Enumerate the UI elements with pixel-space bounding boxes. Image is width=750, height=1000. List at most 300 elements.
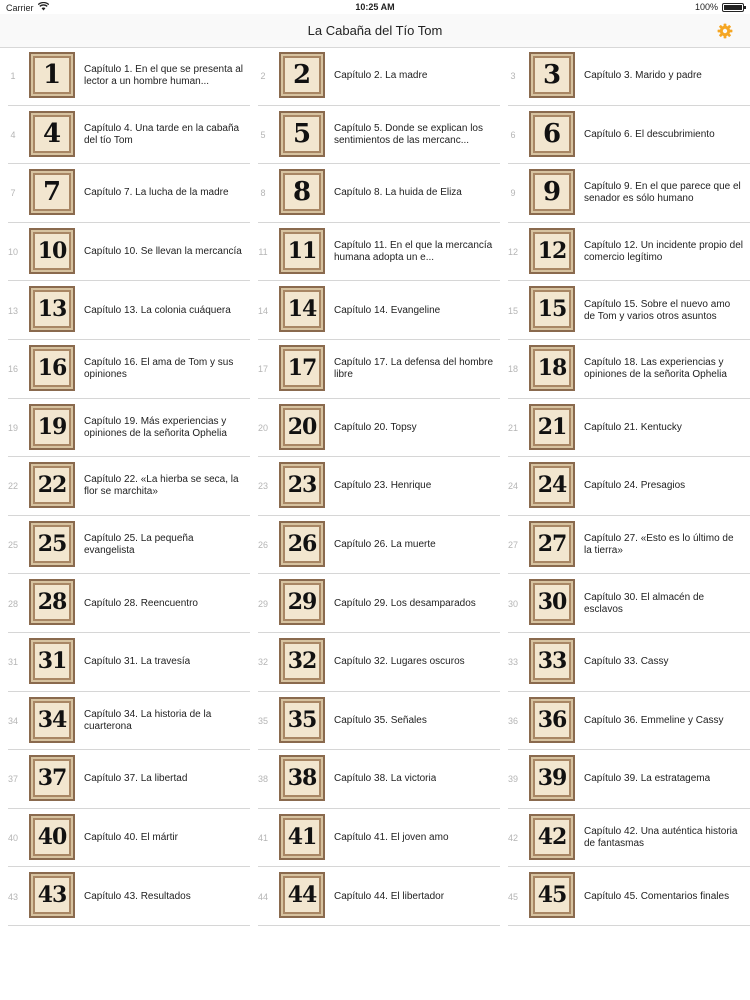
gear-icon: [717, 23, 733, 39]
chapter-item[interactable]: [0, 692, 250, 751]
chapter-title-text: Capítulo 6. El descubrimiento: [584, 128, 715, 140]
chapter-index: 25: [7, 540, 18, 551]
chapter-title-text: Capítulo 23. Henrique: [334, 480, 432, 492]
chapter-index: 21: [507, 422, 518, 433]
chapter-item[interactable]: [500, 633, 750, 692]
chapter-title: [84, 164, 244, 223]
chapter-row: [0, 457, 750, 516]
chapter-number-badge: [29, 697, 75, 743]
chapter-item[interactable]: [500, 457, 750, 516]
chapter-badge-number: 39: [537, 765, 567, 792]
chapter-badge-number: 31: [37, 647, 67, 674]
chapter-title: [84, 399, 244, 458]
chapter-badge-number: 2: [292, 60, 312, 90]
row-separator: [8, 925, 250, 926]
chapter-number-badge: [529, 579, 575, 625]
chapter-index: 7: [10, 188, 16, 199]
chapter-index: 15: [507, 305, 518, 316]
chapter-item[interactable]: [500, 809, 750, 868]
chapter-badge-number: 13: [37, 296, 67, 323]
chapter-badge-number: 42: [537, 823, 567, 850]
chapter-index: 32: [257, 657, 268, 668]
chapter-title-text: Capítulo 37. La libertad: [84, 773, 188, 785]
navigation-bar: [0, 14, 750, 48]
chapter-badge-number: 14: [287, 296, 317, 323]
chapter-item[interactable]: [250, 281, 500, 340]
chapter-index: 1: [10, 71, 16, 82]
chapter-item[interactable]: [0, 633, 250, 692]
chapter-title-text: Capítulo 39. La estratagema: [584, 773, 711, 785]
chapter-title-text: Capítulo 20. Topsy: [334, 421, 417, 433]
chapter-title: [584, 692, 744, 751]
chapter-badge-number: 29: [287, 589, 317, 616]
carrier-label: Carrier: [6, 2, 34, 13]
chapter-number-badge: [279, 111, 325, 157]
chapter-item[interactable]: [0, 809, 250, 868]
chapter-title: [584, 457, 744, 516]
chapter-title: [334, 106, 494, 165]
chapter-index: 10: [7, 247, 18, 258]
chapter-number-badge: [529, 345, 575, 391]
battery-fill: [724, 5, 742, 10]
chapter-row: [0, 750, 750, 809]
chapter-number-badge: [529, 638, 575, 684]
chapter-title-text: Capítulo 14. Evangeline: [334, 304, 441, 316]
chapter-item[interactable]: [0, 750, 250, 809]
chapter-item[interactable]: [250, 457, 500, 516]
chapter-item[interactable]: [500, 750, 750, 809]
chapter-index: 37: [7, 774, 18, 785]
chapter-badge-number: 27: [537, 530, 567, 557]
chapter-index: 19: [7, 422, 18, 433]
chapter-title: [584, 750, 744, 809]
chapter-title: [334, 164, 494, 223]
chapter-row: [0, 692, 750, 751]
chapter-badge-number: 41: [287, 823, 317, 850]
chapter-badge-number: 10: [37, 237, 67, 264]
chapter-row: [0, 809, 750, 868]
chapter-title-text: Capítulo 44. El libertador: [334, 890, 445, 902]
chapter-index: 16: [7, 364, 18, 375]
chapter-title-text: Capítulo 22. «La hierba se seca, la flor se marchita»: [84, 474, 239, 498]
chapter-title: [584, 809, 744, 868]
chapter-title-text: Capítulo 10. Se llevan la mercancía: [84, 246, 242, 258]
chapter-title-text: Capítulo 2. La madre: [334, 70, 428, 82]
chapter-title-text: Capítulo 21. Kentucky: [584, 421, 682, 433]
chapter-badge-number: 45: [537, 882, 567, 909]
chapter-index: 8: [260, 188, 266, 199]
chapter-title-text: Capítulo 30. El almacén de esclavos: [584, 591, 705, 615]
chapter-title-text: Capítulo 35. Señales: [334, 714, 427, 726]
chapter-badge-number: 16: [37, 354, 67, 381]
chapter-title: [584, 867, 744, 926]
chapter-title: [584, 106, 744, 165]
chapter-item[interactable]: [0, 574, 250, 633]
chapter-title-text: Capítulo 5. Donde se explican los sentimientos de las mercanc...: [334, 122, 483, 146]
chapter-item[interactable]: [0, 164, 250, 223]
chapter-badge-number: 23: [287, 472, 317, 499]
chapter-item[interactable]: [250, 633, 500, 692]
chapter-title-text: Capítulo 33. Cassy: [584, 656, 669, 668]
chapter-title-text: Capítulo 9. En el que parece que el senador es sólo humano: [584, 181, 741, 205]
chapter-item[interactable]: [500, 340, 750, 399]
chapter-title: [84, 867, 244, 926]
chapter-number-badge: [279, 286, 325, 332]
chapter-title: [84, 692, 244, 751]
chapter-index: 2: [260, 71, 266, 82]
chapter-number-badge: [29, 52, 75, 98]
chapter-title: [334, 750, 494, 809]
chapter-index: 12: [507, 247, 518, 258]
chapter-title-text: Capítulo 24. Presagios: [584, 480, 686, 492]
chapter-index: 22: [7, 481, 18, 492]
chapter-number-badge: [29, 404, 75, 450]
chapter-number-badge: [279, 579, 325, 625]
chapter-item[interactable]: [250, 867, 500, 926]
chapter-number-badge: [529, 872, 575, 918]
chapter-title: [84, 750, 244, 809]
chapter-badge-number: 33: [537, 647, 567, 674]
chapter-title: [334, 457, 494, 516]
chapter-index: 29: [257, 598, 268, 609]
chapter-title: [84, 516, 244, 575]
chapter-badge-number: 40: [37, 823, 67, 850]
chapter-item[interactable]: [500, 516, 750, 575]
chapter-index: 9: [510, 188, 516, 199]
chapter-number-badge: [279, 404, 325, 450]
chapter-badge-number: 26: [287, 530, 317, 557]
chapter-index: 27: [507, 540, 518, 551]
chapter-index: 14: [257, 305, 268, 316]
chapter-title: [334, 516, 494, 575]
chapter-number-badge: [279, 638, 325, 684]
chapter-title: [334, 281, 494, 340]
chapter-number-badge: [29, 755, 75, 801]
status-right: [695, 2, 744, 12]
chapter-badge-number: 24: [537, 472, 567, 499]
chapter-number-badge: [29, 638, 75, 684]
chapter-number-badge: [29, 111, 75, 157]
chapter-badge-number: 1: [42, 60, 62, 90]
chapter-title: [84, 47, 244, 106]
battery-icon: [722, 3, 744, 12]
chapter-item[interactable]: [500, 106, 750, 165]
chapter-number-badge: [29, 286, 75, 332]
chapter-item[interactable]: [250, 223, 500, 282]
chapter-index: 18: [507, 364, 518, 375]
chapter-title-text: Capítulo 34. La historia de la cuarterona: [84, 708, 212, 732]
chapter-badge-number: 21: [537, 413, 567, 440]
chapter-index: 40: [7, 833, 18, 844]
chapter-number-badge: [529, 228, 575, 274]
chapter-item[interactable]: [250, 692, 500, 751]
chapter-title-text: Capítulo 12. Un incidente propio del comercio legítimo: [584, 240, 743, 264]
chapter-badge-number: 20: [287, 413, 317, 440]
chapter-item[interactable]: [0, 106, 250, 165]
chapter-title: [84, 106, 244, 165]
chapter-item[interactable]: [500, 867, 750, 926]
chapter-row: [0, 164, 750, 223]
chapter-row: [0, 223, 750, 282]
chapter-title-text: Capítulo 40. El mártir: [84, 832, 178, 844]
chapter-number-badge: [529, 52, 575, 98]
row-separator: [508, 925, 750, 926]
chapter-item[interactable]: [250, 574, 500, 633]
chapter-badge-number: 37: [37, 765, 67, 792]
chapter-title: [584, 574, 744, 633]
chapter-badge-number: 15: [537, 296, 567, 323]
chapter-title-text: Capítulo 8. La huida de Eliza: [334, 187, 462, 199]
chapter-index: 13: [7, 305, 18, 316]
chapter-number-badge: [279, 52, 325, 98]
chapter-row: [0, 867, 750, 926]
chapter-index: 6: [510, 129, 516, 140]
chapter-item[interactable]: [0, 340, 250, 399]
chapter-title-text: Capítulo 16. El ama de Tom y sus opiniones: [84, 357, 234, 381]
chapter-number-badge: [529, 814, 575, 860]
chapter-title-text: Capítulo 19. Más experiencias y opiniones de la señorita Ophelia: [84, 415, 227, 439]
row-separator: [258, 925, 500, 926]
chapter-title-text: Capítulo 15. Sobre el nuevo amo de Tom y varios otros asuntos: [584, 298, 731, 322]
chapter-title: [584, 340, 744, 399]
chapter-number-badge: [529, 169, 575, 215]
chapter-number-badge: [29, 228, 75, 274]
chapter-badge-number: 4: [42, 118, 62, 149]
chapter-title-text: Capítulo 3. Marido y padre: [584, 70, 702, 82]
chapter-badge-number: 34: [37, 706, 67, 733]
chapter-title: [84, 633, 244, 692]
chapter-number-badge: [279, 169, 325, 215]
chapter-title-text: Capítulo 36. Emmeline y Cassy: [584, 714, 724, 726]
chapter-number-badge: [29, 462, 75, 508]
chapter-title: [84, 809, 244, 868]
chapter-item[interactable]: [0, 457, 250, 516]
chapter-title-text: Capítulo 43. Resultados: [84, 890, 191, 902]
chapter-item[interactable]: [500, 223, 750, 282]
chapter-number-badge: [29, 345, 75, 391]
chapter-number-badge: [279, 814, 325, 860]
chapter-title: [584, 633, 744, 692]
chapter-title-text: Capítulo 31. La travesía: [84, 656, 191, 668]
chapter-index: 38: [257, 774, 268, 785]
chapter-title: [334, 867, 494, 926]
chapter-number-badge: [279, 345, 325, 391]
chapter-row: [0, 340, 750, 399]
chapter-index: 3: [510, 71, 516, 82]
chapter-number-badge: [279, 462, 325, 508]
chapter-badge-number: 25: [37, 530, 67, 557]
chapter-number-badge: [29, 169, 75, 215]
chapter-title-text: Capítulo 45. Comentarios finales: [584, 890, 730, 902]
chapter-index: 26: [257, 540, 268, 551]
chapter-number-badge: [29, 814, 75, 860]
chapter-row: [0, 399, 750, 458]
chapter-title-text: Capítulo 17. La defensa del hombre libre: [334, 357, 493, 381]
chapter-badge-number: 32: [287, 647, 317, 674]
settings-button[interactable]: [714, 20, 736, 42]
chapter-title: [334, 692, 494, 751]
chapter-number-badge: [279, 521, 325, 567]
chapter-badge-number: 6: [542, 118, 562, 149]
chapter-title: [584, 164, 744, 223]
chapter-title: [334, 223, 494, 282]
chapter-title-text: Capítulo 27. «Esto es lo último de la tierra»: [584, 533, 734, 557]
chapter-badge-number: 3: [542, 60, 562, 90]
chapter-item[interactable]: [500, 574, 750, 633]
chapter-title: [334, 633, 494, 692]
chapter-title-text: Capítulo 7. La lucha de la madre: [84, 187, 229, 199]
chapter-badge-number: 17: [287, 354, 317, 381]
chapter-item[interactable]: [0, 47, 250, 106]
chapter-index: 34: [7, 715, 18, 726]
chapter-index: 31: [7, 657, 18, 668]
chapter-title-text: Capítulo 29. Los desamparados: [334, 597, 476, 609]
chapter-badge-number: 35: [287, 706, 317, 733]
chapter-index: 17: [257, 364, 268, 375]
chapter-index: 23: [257, 481, 268, 492]
battery-percent: 100%: [694, 2, 718, 12]
page-title: La Cabaña del Tío Tom: [307, 23, 443, 38]
chapter-title-text: Capítulo 13. La colonia cuáquera: [84, 304, 231, 316]
chapter-title-text: Capítulo 28. Reencuentro: [84, 597, 198, 609]
chapter-number-badge: [529, 462, 575, 508]
chapter-row: [0, 516, 750, 575]
chapter-badge-number: 28: [37, 589, 67, 616]
chapter-item[interactable]: [250, 340, 500, 399]
chapter-badge-number: 36: [537, 706, 567, 733]
chapter-badge-number: 22: [37, 472, 67, 499]
chapter-index: 24: [507, 481, 518, 492]
chapter-badge-number: 11: [287, 237, 317, 264]
chapter-item[interactable]: [250, 106, 500, 165]
chapter-item[interactable]: [0, 867, 250, 926]
chapter-item[interactable]: [250, 516, 500, 575]
chapter-title: [84, 281, 244, 340]
chapter-item[interactable]: [0, 281, 250, 340]
chapter-item[interactable]: [0, 399, 250, 458]
chapter-badge-number: 18: [537, 354, 567, 381]
chapter-number-badge: [29, 579, 75, 625]
chapter-badge-number: 7: [42, 177, 62, 208]
chapter-title-text: Capítulo 42. Una auténtica historia de fantasmas: [584, 826, 738, 850]
chapter-index: 43: [7, 891, 18, 902]
chapter-title-text: Capítulo 25. La pequeña evangelista: [84, 533, 194, 557]
chapter-number-badge: [529, 404, 575, 450]
chapter-title: [584, 399, 744, 458]
chapter-number-badge: [529, 697, 575, 743]
chapter-title-text: Capítulo 11. En el que la mercancía humana adopta un e...: [334, 240, 493, 264]
chapter-badge-number: 43: [37, 882, 67, 909]
chapter-index: 4: [10, 129, 16, 140]
chapter-index: 39: [507, 774, 518, 785]
chapter-badge-number: 44: [287, 882, 317, 909]
chapter-number-badge: [279, 872, 325, 918]
chapter-title-text: Capítulo 32. Lugares oscuros: [334, 656, 465, 668]
chapter-index: 42: [507, 833, 518, 844]
chapter-title-text: Capítulo 1. En el que se presenta al lector a un hombre human...: [84, 64, 243, 88]
chapter-title: [334, 809, 494, 868]
chapter-number-badge: [529, 111, 575, 157]
chapter-row: [0, 47, 750, 106]
chapter-title: [84, 574, 244, 633]
chapter-badge-number: 30: [537, 589, 567, 616]
chapter-title-text: Capítulo 26. La muerte: [334, 539, 436, 551]
chapter-number-badge: [279, 697, 325, 743]
chapter-item[interactable]: [250, 164, 500, 223]
chapter-index: 35: [257, 715, 268, 726]
chapter-number-badge: [529, 755, 575, 801]
chapter-item[interactable]: [0, 516, 250, 575]
chapter-item[interactable]: [250, 399, 500, 458]
chapter-row: [0, 106, 750, 165]
chapter-title: [584, 223, 744, 282]
chapter-title: [84, 457, 244, 516]
chapter-index: 30: [507, 598, 518, 609]
chapter-item[interactable]: [500, 47, 750, 106]
chapter-number-badge: [529, 286, 575, 332]
chapter-title: [334, 574, 494, 633]
chapter-title: [334, 399, 494, 458]
chapter-index: 44: [257, 891, 268, 902]
chapter-item[interactable]: [250, 750, 500, 809]
chapter-title: [584, 47, 744, 106]
chapter-badge-number: 19: [37, 413, 67, 440]
chapter-item[interactable]: [250, 47, 500, 106]
status-time: 10:25 AM: [355, 2, 395, 12]
chapter-index: 36: [507, 715, 518, 726]
chapter-index: 11: [258, 247, 268, 258]
chapter-badge-number: 9: [542, 177, 562, 208]
chapter-row: [0, 574, 750, 633]
chapter-number-badge: [29, 872, 75, 918]
chapter-number-badge: [279, 755, 325, 801]
chapter-index: 28: [7, 598, 18, 609]
chapter-number-badge: [529, 521, 575, 567]
chapter-title-text: Capítulo 4. Una tarde en la cabaña del tío Tom: [84, 122, 240, 146]
chapter-item[interactable]: [0, 223, 250, 282]
chapter-item[interactable]: [500, 164, 750, 223]
chapter-index: 5: [260, 129, 266, 140]
chapter-index: 33: [507, 657, 518, 668]
chapter-item[interactable]: [250, 809, 500, 868]
chapter-title-text: Capítulo 38. La victoria: [334, 773, 437, 785]
chapter-index: 20: [257, 422, 268, 433]
chapter-badge-number: 8: [292, 177, 312, 208]
chapter-title: [334, 47, 494, 106]
chapter-item[interactable]: [500, 281, 750, 340]
chapter-grid: [0, 47, 750, 926]
chapter-title-text: Capítulo 18. Las experiencias y opiniones de la señorita Ophelia: [584, 357, 727, 381]
chapter-number-badge: [29, 521, 75, 567]
chapter-title: [84, 340, 244, 399]
status-bar: [0, 0, 750, 14]
chapter-title: [334, 340, 494, 399]
chapter-title: [584, 281, 744, 340]
chapter-badge-number: 5: [292, 118, 312, 149]
chapter-number-badge: [279, 228, 325, 274]
chapter-title-text: Capítulo 41. El joven amo: [334, 832, 449, 844]
chapter-item[interactable]: [500, 399, 750, 458]
chapter-badge-number: 12: [537, 237, 567, 264]
chapter-row: [0, 633, 750, 692]
chapter-index: 41: [257, 833, 268, 844]
chapter-item[interactable]: [500, 692, 750, 751]
chapter-title: [584, 516, 744, 575]
chapter-title: [84, 223, 244, 282]
chapter-badge-number: 38: [287, 765, 317, 792]
chapter-index: 45: [507, 891, 518, 902]
chapter-row: [0, 281, 750, 340]
